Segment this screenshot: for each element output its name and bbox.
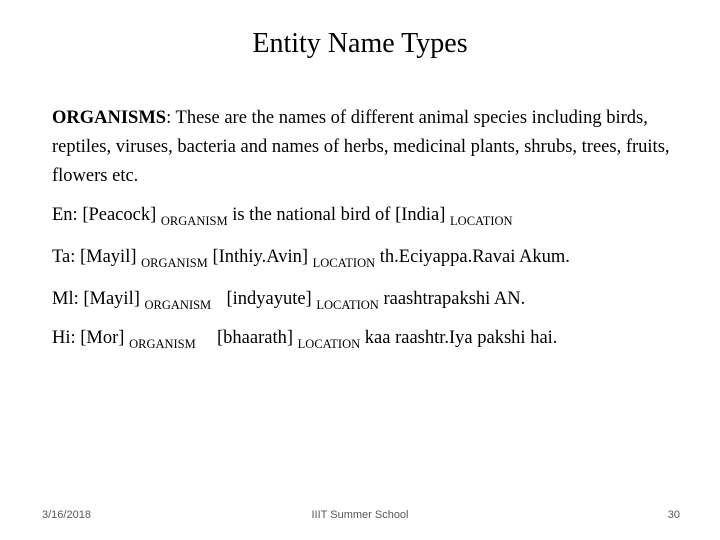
example-middle: [Inthiy.Avin] xyxy=(212,247,308,267)
example-middle: [bhaarath] xyxy=(217,328,294,348)
entity-tag-organism: ORGANISM xyxy=(160,214,228,228)
entity-tag-location: LOCATION xyxy=(450,214,513,228)
definition-term: ORGANISMS xyxy=(52,108,167,128)
example-tamil xyxy=(52,245,570,270)
example-suffix: raashtrapakshi AN. xyxy=(383,289,526,309)
example-english xyxy=(52,203,513,228)
example-suffix: kaa raashtr.Iya pakshi hai. xyxy=(364,328,558,348)
entity-tag-location: LOCATION xyxy=(297,337,361,351)
footer-event: IIIT Summer School xyxy=(311,509,409,521)
entity-tag-location: LOCATION xyxy=(312,256,376,270)
example-malayalam xyxy=(52,287,525,312)
example-middle: is the national bird of [India] xyxy=(232,205,446,225)
footer-page-number: 30 xyxy=(667,509,680,521)
entity-tag-organism: ORGANISM xyxy=(144,298,212,312)
entity-tag-organism: ORGANISM xyxy=(129,337,196,351)
footer-date: 3/16/2018 xyxy=(42,509,91,521)
definition-text: : These are the names of different animal species including birds, reptiles, viruses, bacteria and names of herbs, medicinal plants, shrubs, trees, fruits, flowers etc. xyxy=(52,108,670,186)
example-suffix: th.Eciyappa.Ravai Akum. xyxy=(379,247,570,267)
definition-paragraph xyxy=(52,104,682,191)
example-middle: [indyayute] xyxy=(226,289,312,309)
example-prefix: Hi: [Mor] xyxy=(52,328,125,348)
example-prefix: Ta: [Mayil] xyxy=(52,247,137,267)
slide-title: Entity Name Types xyxy=(252,28,468,59)
entity-tag-organism: ORGANISM xyxy=(141,256,208,270)
example-hindi xyxy=(52,326,557,351)
entity-tag-location: LOCATION xyxy=(316,298,379,312)
example-prefix: En: [Peacock] xyxy=(52,205,157,225)
example-prefix: Ml: [Mayil] xyxy=(52,289,140,309)
